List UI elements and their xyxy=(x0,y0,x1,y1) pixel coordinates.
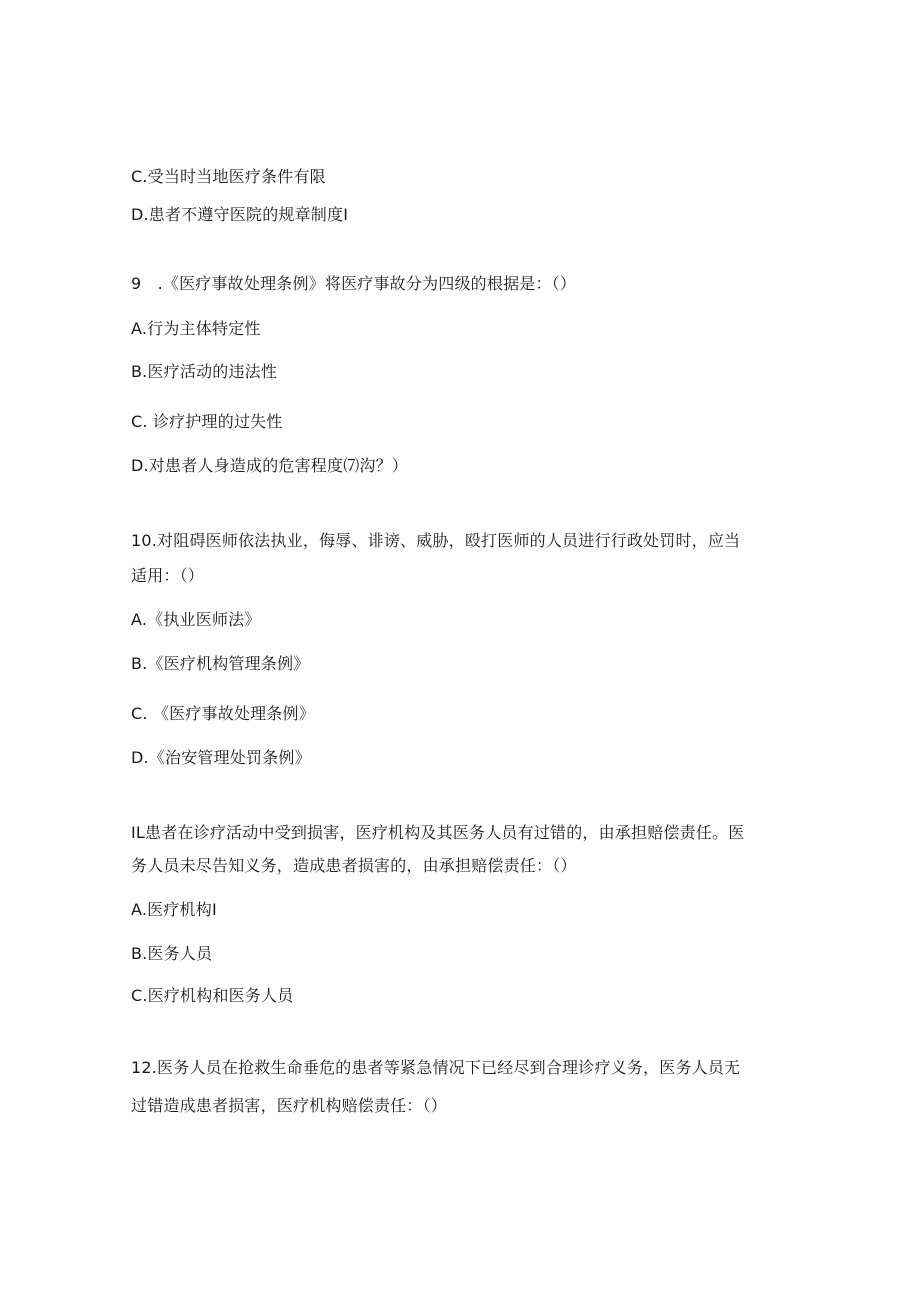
q12-question-line2: 过错造成患者损害，医疗机构赔偿责任：（） xyxy=(131,1096,448,1115)
q10-question-line2: 适用：（） xyxy=(131,566,205,585)
q11-question-line1: IL患者在诊疗活动中受到损害，医疗机构及其医务人员有过错的，由承担赔偿责任。医 xyxy=(131,823,745,842)
q8-option-d: D.患者不遵守医院的规章制度I xyxy=(131,205,349,224)
q10-option-d: D.《治安管理处罚条例》 xyxy=(131,748,311,767)
q11-question-line2: 务人员未尽告知义务，造成患者损害的，由承担赔偿责任：（） xyxy=(131,856,577,875)
q9-question: 9 .《医疗事故处理条例》将医疗事故分为四级的根据是：（） xyxy=(131,274,577,293)
q9-option-b: B.医疗活动的违法性 xyxy=(131,362,278,381)
q9-option-d: D.对患者人身造成的危害程度⑺沟？） xyxy=(131,456,409,475)
q12-question-line1: 12.医务人员在抢救生命垂危的患者等紧急情况下已经尽到合理诊疗义务，医务人员无 xyxy=(131,1058,741,1077)
q11-option-a: A.医疗机构I xyxy=(131,900,217,919)
q10-question-line1: 10.对阻碍医师依法执业，侮辱、诽谤、威胁，殴打医师的人员进行行政处罚时，应当 xyxy=(131,531,741,550)
q9-option-a: A.行为主体特定性 xyxy=(131,319,261,338)
q11-option-c: C.医疗机构和医务人员 xyxy=(131,986,294,1005)
q10-option-c: C. 《医疗事故处理条例》 xyxy=(131,704,315,723)
q11-option-b: B.医务人员 xyxy=(131,944,213,963)
q9-option-c: C. 诊疗护理的过失性 xyxy=(131,412,283,431)
q10-option-a: A.《执业医师法》 xyxy=(131,610,261,629)
q10-option-b: B.《医疗机构管理条例》 xyxy=(131,654,310,673)
q8-option-c: C.受当时当地医疗条件有限 xyxy=(131,167,326,186)
